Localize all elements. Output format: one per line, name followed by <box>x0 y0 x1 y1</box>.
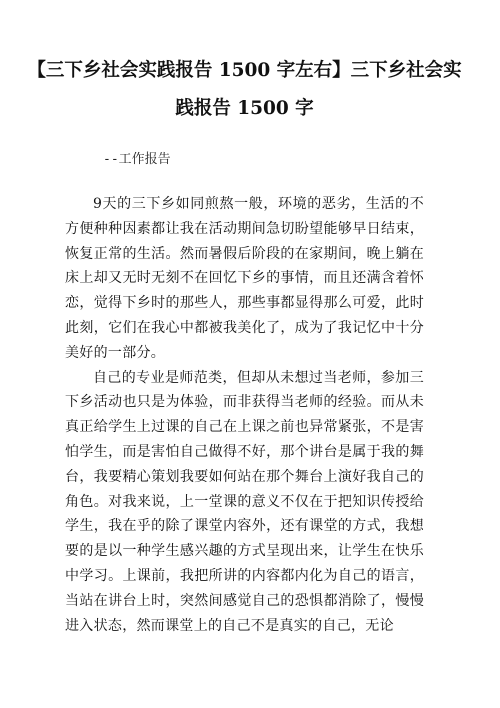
paragraph-1: 9天的三下乡如同煎熬一般，环境的恶劣，生活的不方便种种因素都让我在活动期间急切盼望能够早日结束，恢复正常的生活。然而暑假后阶段的在家期间，晚上躺在床上却又无时无刻不在回忆下乡的事情，而且还满含着怀恋，觉得下乡时的那些人，那些事都显得那么可爱，此时此刻，它们在我心中都被我美化了，成为了我记忆中十分美好的一部分。 <box>65 196 424 361</box>
document-subtitle: --工作报告 <box>103 152 171 167</box>
document-title: 【三下乡社会实践报告 1500 字左右】三下乡社会实践报告 1500 字 <box>27 60 462 119</box>
paragraph-2: 自己的专业是师范类，但却从未想过当老师，参加三下乡活动也只是为体验，而非获得当老师的经验。而从未真正给学生上过课的自己在上课之前也异常紧张，不是害怕学生，而是害怕自己做得不好，那个讲台是属于我的舞台，我要精心策划我要如何站在那个舞台上演好我自己的角色。对我来说，上一堂课的意义不仅在于把知识传授给学生，我在乎的除了课堂内容外，还有课堂的方式，我想要的是以一种学生感兴趣的方式呈现出来，让学生在快乐中学习。上课前，我把所讲的内容都内化为自己的语言，当站在讲台上时，突然间感觉自己的恐惧都消除了，慢慢进入状态，然而课堂上的自己不是真实的自己，无论 <box>65 369 424 634</box>
document-body <box>65 192 424 638</box>
